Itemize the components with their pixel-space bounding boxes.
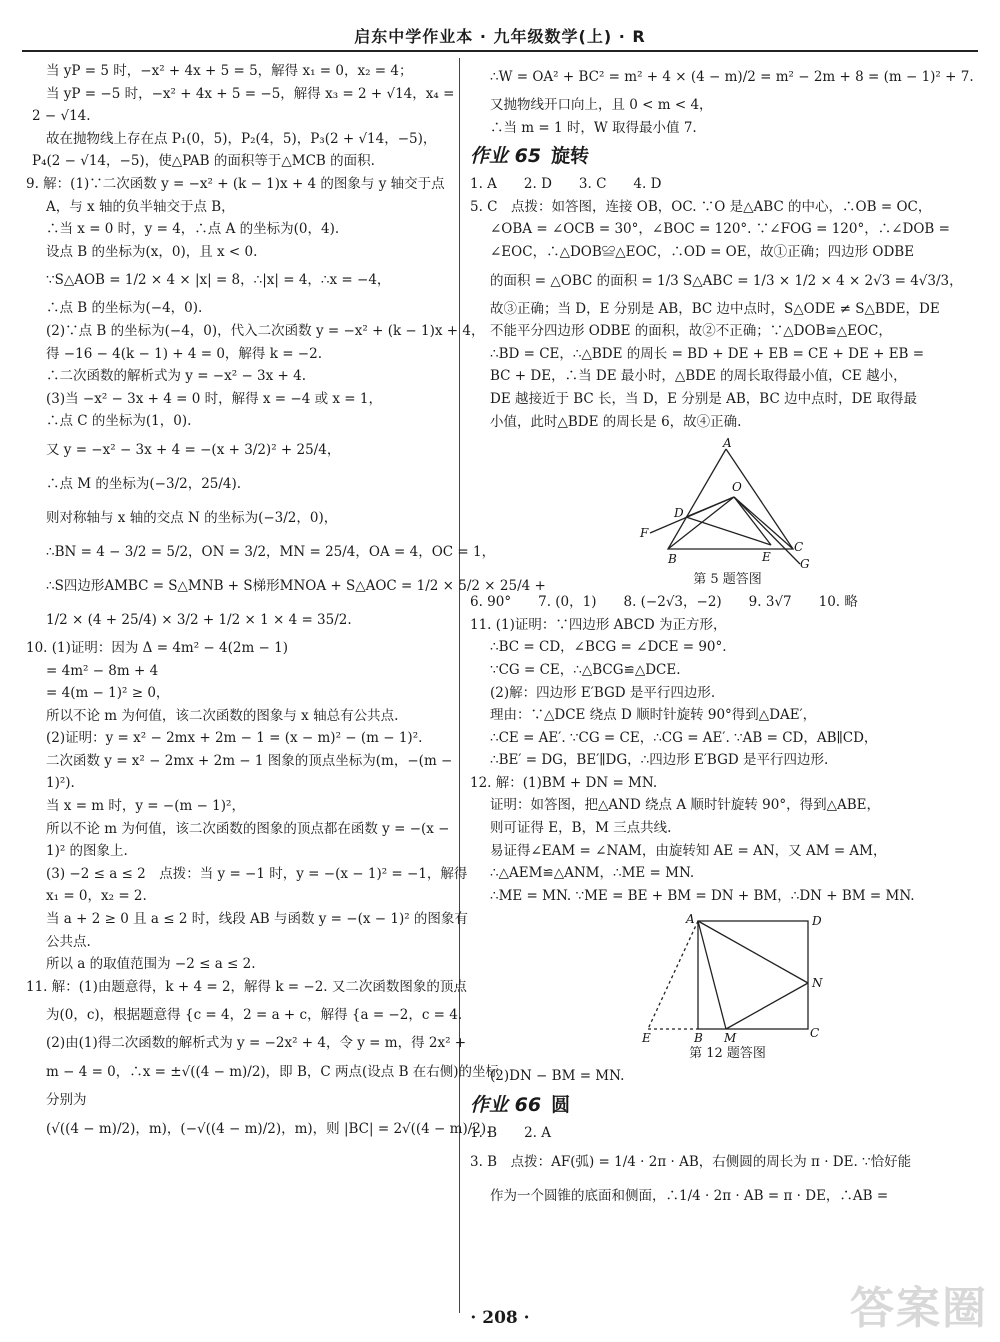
figure-12-caption: 第 12 题答图 [689,1046,766,1062]
label-e: E [641,1031,651,1046]
section-label: 作业 66 [470,1094,542,1117]
text-line: 的面积 = △OBC 的面积 = 1/3 S△ABC = 1/3 × 1/2 × 4 × 2√3 = 4√3/3， [490,272,963,289]
text-line: 当 a + 2 ≥ 0 且 a ≤ 2 时，线段 AB 与函数 y = −(x − 1)² 的图象有 [46,911,468,928]
label-n: N [811,976,822,991]
square-abcd [698,921,808,1029]
section-heading-66 [470,1088,985,1122]
label-e: E [761,550,771,565]
text-line: 所以不论 m 为何值，该二次函数的图象与 x 轴总有公共点. [46,707,399,724]
text-line: ∴△AEM≌△ANM，∴ME = MN. [490,865,695,882]
text-line: 分别为 [46,1092,87,1108]
text-line: 10. (1)证明：因为 Δ = 4m² − 4(2m − 1) [26,639,289,656]
label-b: B [667,552,677,567]
label-c: C [793,540,803,555]
text-line: ∴BN = 4 − 3/2 = 5/2，ON = 3/2，MN = 25/4，OA = 4，OC = 1， [46,543,496,560]
text-line: (2)解：四边形 E′BGD 是平行四边形. [490,684,716,701]
text-line: 公共点. [46,933,91,950]
text-line: ∴BE′ = DG，BE′∥DG，∴四边形 E′BGD 是平行四边形. [490,752,829,769]
text-line: P₄(2 − √14，−5)，使△PAB 的面积等于△MCB 的面积. [32,153,375,170]
text-line: 设点 B 的坐标为(x，0)，且 x < 0. [46,243,258,260]
text-line: m − 4 = 0，∴x = ±√((4 − m)/2)，即 B，C 两点(设点 B 在右侧)的坐标 [46,1064,500,1080]
page-header: 启东中学作业本 · 九年级数学(上) · R [354,27,646,46]
text-line: 小值，此时△BDE 的周长是 6，故④正确. [490,413,742,430]
text-line: 为(0，c)，根据题意得 {c = 4，2 = a + c，解得 {a = −2，c = 4. [46,1007,463,1024]
text-line: 易证得∠EAM = ∠NAM，由旋转知 AE = AN，又 AM = AM， [490,842,887,859]
text-line: 当 x = m 时，y = −(m − 1)²， [46,798,245,815]
text-line: 二次函数 y = x² − 2mx + 2m − 1 图象的顶点坐标为(m，−(m − [46,752,453,769]
section-label: 作业 65 [470,145,542,168]
ray-of [650,497,734,533]
text-line: ∴当 x = 0 时，y = 4，∴点 A 的坐标为(0，4). [46,221,340,238]
figure-12-diagram [628,912,828,1046]
label-o: O [731,480,742,495]
watermark-logo: 答案圈 [850,1283,988,1334]
text-line: ∴BC = CD，∠BCG = ∠DCE = 90°. [490,639,727,656]
segment-ae-dashed [648,921,698,1029]
text-line: 所以 a 的取值范围为 −2 ≤ a ≤ 2. [46,956,256,973]
text-line: ∴点 M 的坐标为(−3/2，25/4). [46,475,242,492]
label-d: D [673,506,684,521]
text-line: 6. 90° 7. (0，1) 8. (−2√3，−2) 9. 3√7 10. 略 [470,594,858,611]
text-line: ∠OBA = ∠OCB = 30°，∠BOC = 120°. ∵∠FOG = 120°，∴∠DOB = [490,221,950,238]
text-line: 所以不论 m 为何值，该二次函数的图象的顶点都在函数 y = −(x − [46,820,450,837]
text-line: 12. 解：(1)BM + DN = MN. [470,774,658,791]
text-line: 不能平分四边形 ODBE 的面积，故②不正确；∵△DOB≌△EOC， [490,323,892,340]
text-line: (2)由(1)得二次函数的解析式为 y = −2x² + 4，令 y = m，得 2x² + [46,1035,467,1052]
text-line: 3. B 点拨：AF(弧) = 1/4 · 2π · AB，右侧圆的周长为 π · DE. ∵恰好能 [470,1153,912,1170]
page-number: · 208 · [470,1308,530,1328]
text-line: ∴ME = MN. ∵ME = BE + BM = DN + BM，∴DN + BM = MN. [490,887,915,904]
figure-5-caption: 第 5 题答图 [693,572,762,588]
figure-5-diagram [628,436,828,572]
label-c: C [809,1026,819,1041]
text-line: ∴点 B 的坐标为(−4，0). [46,300,203,317]
text-line: 得 −16 − 4(k − 1) + 4 = 0，解得 k = −2. [46,345,322,362]
text-line: ∵CG = CE，∴△BCG≌△DCE. [490,661,681,678]
text-line: (3) −2 ≤ a ≤ 2 点拨：当 y = −1 时，y = −(x − 1)² = −1，解得 [46,865,468,882]
label-a: A [685,912,695,927]
text-line: 证明：如答图，把△AND 绕点 A 顺时针旋转 90°，得到△ABE， [490,797,881,814]
text-line: 5. C 点拨：如答图，连接 OB，OC. ∵O 是△ABC 的中心，∴OB = OC， [470,198,932,215]
text-line: 1. A 2. D 3. C 4. D [470,176,662,193]
text-line: BC + DE，∴当 DE 最小时，△BDE 的周长取得最小值，CE 越小， [490,368,907,385]
text-line: DE 越接近于 BC 长，当 D，E 分别是 AB，BC 边中点时，DE 取得最 [490,390,918,407]
text-line: ∠EOC，∴△DOB≌△EOC，∴OD = OE，故①正确；四边形 ODBE [490,243,915,260]
segment-an [698,921,808,983]
text-line: 11. 解：(1)由题意得，k + 4 = 2，解得 k = −2. 又二次函数图象的顶点 [26,978,467,995]
text-line: = 4m² − 8m + 4 [46,662,159,679]
text-line: 1)² 的图象上. [46,843,128,860]
section-title: 圆 [551,1094,571,1117]
label-g: G [799,557,810,572]
label-a: A [722,436,732,451]
text-line: ∴二次函数的解析式为 y = −x² − 3x + 4. [46,368,307,385]
text-line: 2 − √14. [32,108,91,125]
right-column [470,60,985,1213]
section-title: 旋转 [551,145,590,168]
text-line: ∴W = OA² + BC² = m² + 4 × (4 − m)/2 = m² − 2m + 8 = (m − 1)² + 7. [490,69,974,85]
text-line: 故③正确；当 D，E 分别是 AB，BC 边中点时，S△ODE ≠ S△BDE，DE [490,300,940,317]
text-line: 又抛物线开口向上，且 0 < m < 4， [490,97,713,113]
text-line: 当 yP = 5 时，−x² + 4x + 5 = 5，解得 x₁ = 0，x₂ = 4； [46,63,413,79]
text-line: 则对称轴与 x 轴的交点 N 的坐标为(−3/2，0)， [46,509,338,526]
text-line: (2)证明：y = x² − 2mx + 2m − 1 = (x − m)² − (m − 1)². [46,730,423,747]
text-line: 作为一个圆锥的底面和侧面，∴1/4 · 2π · AB = π · DE，∴AB = [490,1187,889,1204]
text-line: 1. B 2. A [470,1125,552,1142]
text-line: 11. (1)证明：∵四边形 ABCD 为正方形， [470,616,727,633]
text-line: ∴当 m = 1 时，W 取得最小值 7. [490,119,697,136]
text-line: 1)²). [46,775,75,792]
text-line: ∴CE = AE′. ∵CG = CE，∴CG = AE′. ∵AB = CD，AB∥CD， [490,729,878,746]
text-line: ∴BD = CE，∴△BDE 的周长 = BD + DE + EB = CE + DE + EB = [490,345,925,362]
text-line: 又 y = −x² − 3x + 4 = −(x + 3/2)² + 25/4， [46,441,341,458]
text-line: (3)当 −x² − 3x + 4 = 0 时，解得 x = −4 或 x = 1， [46,390,382,407]
label-d: D [811,914,822,929]
text-line: A，与 x 轴的负半轴交于点 B， [46,198,235,215]
text-line: = 4(m − 1)² ≥ 0， [46,685,170,702]
text-line: 1/2 × (4 + 25/4) × 3/2 + 1/2 × 1 × 4 = 35/2. [46,611,352,628]
segment-am [698,921,726,1029]
text-line: x₁ = 0，x₂ = 2. [46,888,147,905]
text-line: (2)DN − BM = MN. [490,1068,625,1085]
text-line: ∵S△AOB = 1/2 × 4 × |x| = 8，∴|x| = 4，∴x = −4， [46,272,391,289]
text-line: 当 yP = −5 时，−x² + 4x + 5 = −5，解得 x₃ = 2 + √14，x₄ = [46,85,455,102]
text-line: 故在抛物线上存在点 P₁(0，5)，P₂(4，5)，P₃(2 + √14，−5)， [46,130,437,147]
segment-mn [726,983,808,1029]
text-line: 理由：∵△DCE 绕点 D 顺时针旋转 90°得到△DAE′， [490,707,817,724]
text-line: 9. 解：(1)∵二次函数 y = −x² + (k − 1)x + 4 的图象与 y 轴交于点 [26,175,445,192]
text-line: (√((4 − m)/2)，m)，(−√((4 − m)/2)，m)，则 |BC| = 2√((4 − m)/2). [46,1120,491,1137]
label-f: F [639,526,648,541]
text-line: ∴点 C 的坐标为(1，0). [46,413,192,430]
label-m: M [723,1031,736,1046]
header-rule [22,50,978,52]
segment-oe [734,497,771,545]
text-line: 则可证得 E，B，M 三点共线. [490,820,672,837]
segment-ob [668,497,734,549]
text-line: ∴S四边形AMBC = S△MNB + S梯形MNOA + S△AOC = 1/2 × 5/2 × 25/4 + [46,577,546,594]
section-heading-65 [470,139,985,173]
label-b: B [693,1031,703,1046]
text-line: (2)∵点 B 的坐标为(−4，0)，代入二次函数 y = −x² + (k − 1)x + 4， [46,322,485,339]
